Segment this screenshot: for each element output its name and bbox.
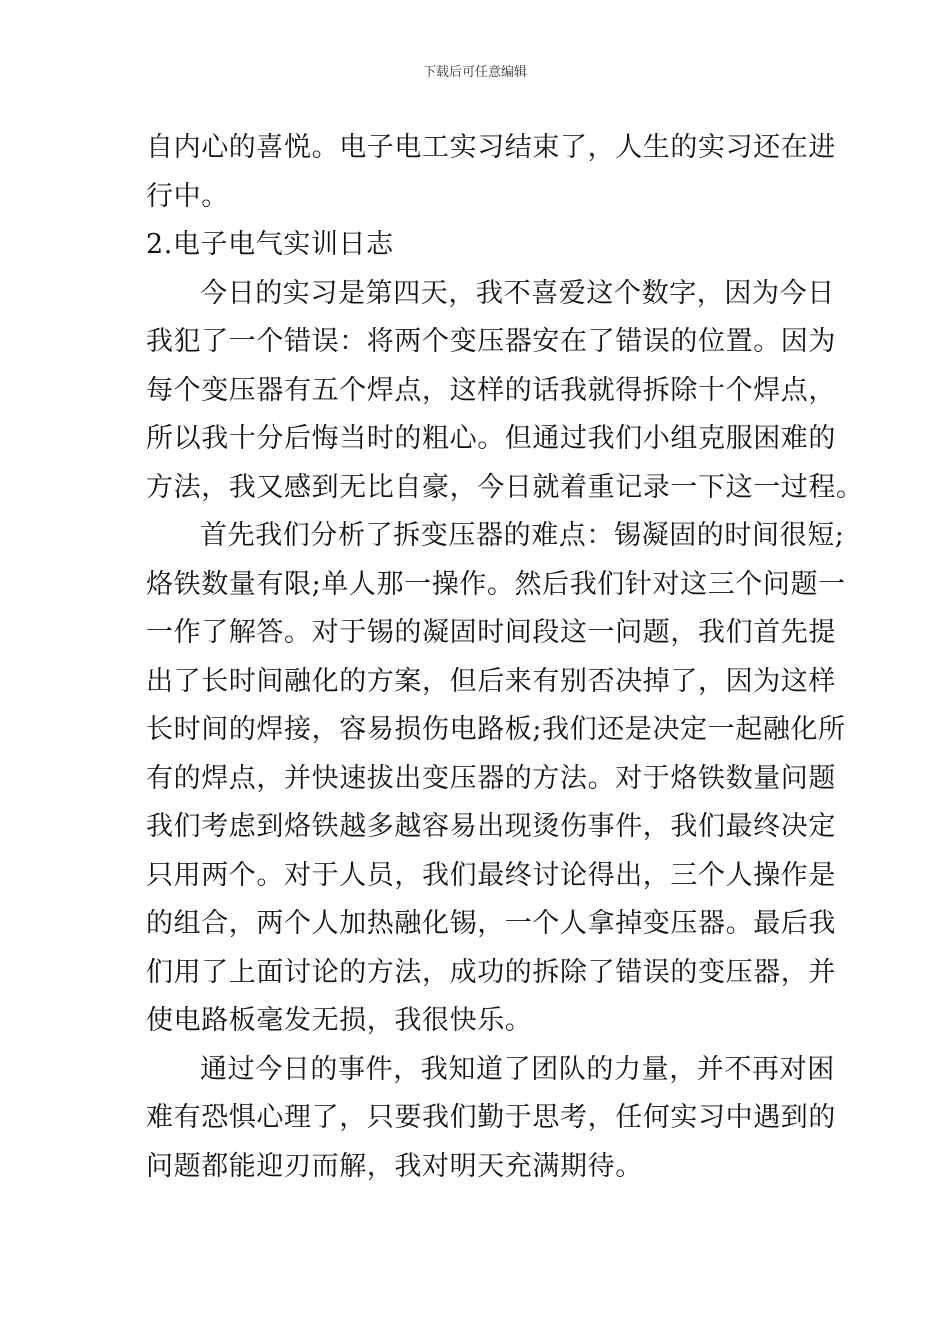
page-header: 下载后可任意编辑 xyxy=(422,65,527,80)
body-line: 我犯了一个错误：将两个变压器安在了错误的位置。因为 xyxy=(146,326,836,357)
body-line: 只用两个。对于人员，我们最终讨论得出，三个人操作是 xyxy=(146,859,836,891)
body-line: 有的焊点，并快速拔出变压器的方法。对于烙铁数量问题 xyxy=(146,762,836,794)
body-line: 难有恐惧心理了，只要我们勤于思考，任何实习中遇到的 xyxy=(146,1102,836,1133)
paragraph-first-line: 首先我们分析了拆变压器的难点：锡凝固的时间很短; xyxy=(200,520,845,551)
paragraph-first-line: 通过今日的事件，我知道了团队的力量，并不再对困 xyxy=(200,1053,835,1085)
section-heading: 2.电子电气实训日志 xyxy=(146,229,394,260)
body-line: 问题都能迎刃而解，我对明天充满期待。 xyxy=(146,1150,643,1182)
body-line: 的组合，两个人加热融化锡，一个人拿掉变压器。最后我 xyxy=(146,908,836,939)
body-line: 烙铁数量有限;单人那一操作。然后我们针对这三个问题一 xyxy=(146,568,846,600)
body-line: 行中。 xyxy=(146,180,229,212)
body-line: 所以我十分后悔当时的粗心。但通过我们小组克服困难的 xyxy=(146,423,836,454)
body-line: 方法，我又感到无比自豪，今日就着重记录一下这一过程。 xyxy=(146,471,864,503)
body-line: 我们考虑到烙铁越多越容易出现烫伤事件，我们最终决定 xyxy=(146,811,836,842)
body-line: 一作了解答。对于锡的凝固时间段这一问题，我们首先提 xyxy=(146,617,836,648)
body-line: 使电路板毫发无损，我很快乐。 xyxy=(146,1005,533,1036)
body-line: 长时间的焊接，容易损伤电路板;我们还是决定一起融化所 xyxy=(146,714,846,745)
body-line: 出了长时间融化的方案，但后来有别否决掉了，因为这样 xyxy=(146,665,836,697)
body-line: 们用了上面讨论的方法，成功的拆除了错误的变压器，并 xyxy=(146,956,836,988)
body-line: 每个变压器有五个焊点，这样的话我就得拆除十个焊点， xyxy=(146,374,836,406)
body-line: 自内心的喜悦。电子电工实习结束了，人生的实习还在进 xyxy=(146,132,836,163)
paragraph-first-line: 今日的实习是第四天，我不喜爱这个数字，因为今日 xyxy=(200,277,835,309)
document-body xyxy=(146,124,864,1191)
